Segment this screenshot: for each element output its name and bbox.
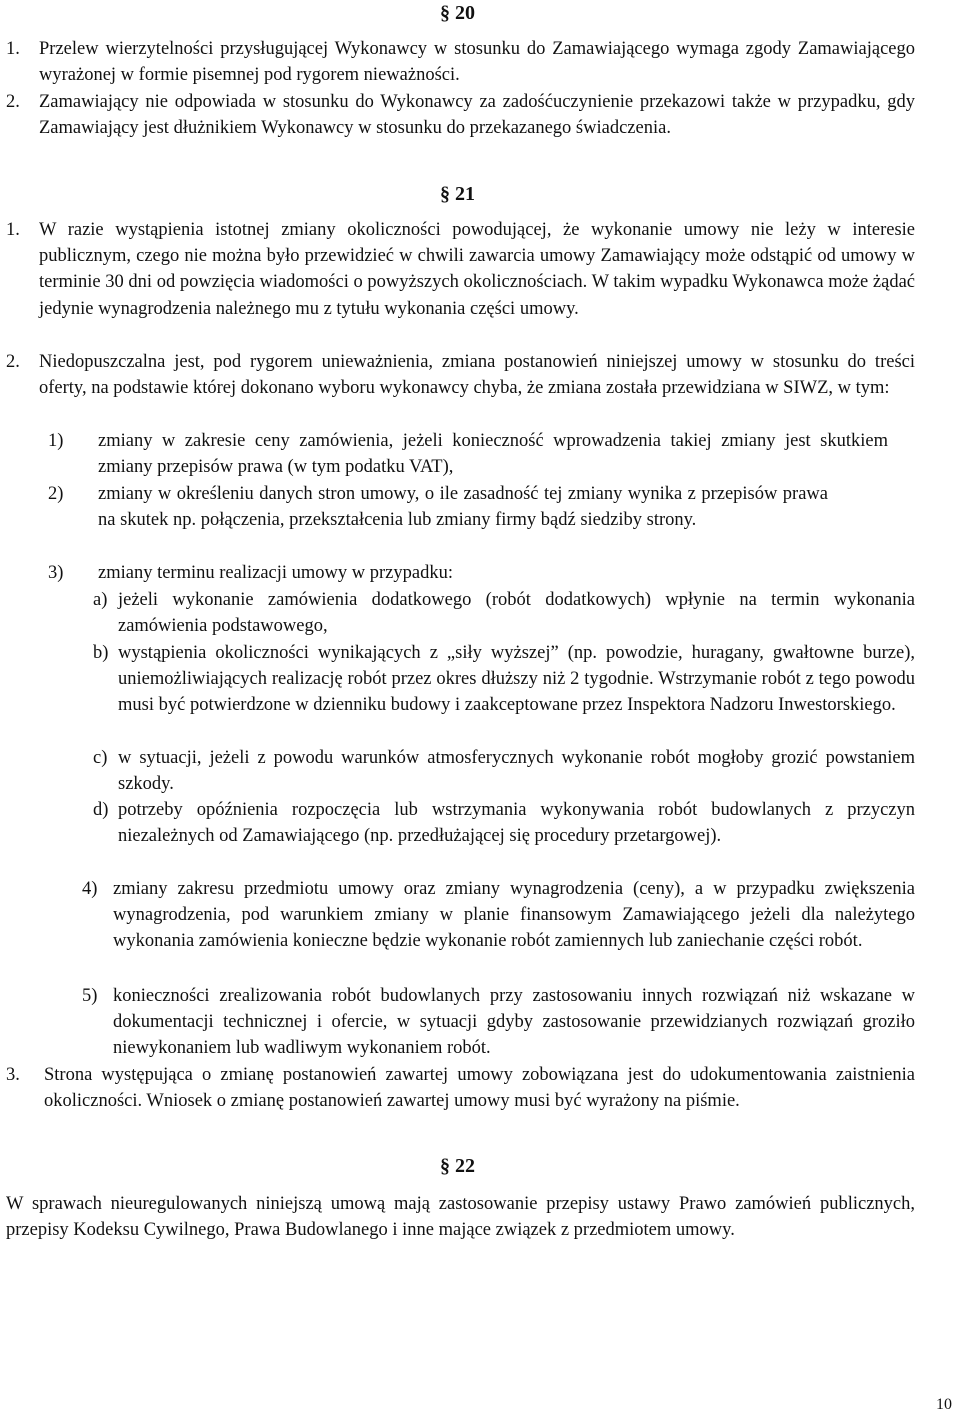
list-item-text: jeżeli wykonanie zamówienia dodatkowego (robót dodatkowych) wpłynie na termin wykonania zamówienia podstawowego, <box>118 590 915 637</box>
list-number: 2) <box>48 484 64 504</box>
item-number: 2. <box>6 92 20 112</box>
paragraph-text: W razie wystąpienia istotnej zmiany okoliczności powodującej, że wykonanie umowy nie leży w interesie publicznym, czego nie można było przewidzieć w chwili zawarcia umowy Zamawiający może odstąpić od umowy w terminie 30 dni od powzięcia wiadomości o powyższych okolicznościach. W takim wypadku Wykonawca może żądać jedynie wynagrodzenia należnego mu z tytułu wykonania części umowy. <box>39 220 915 319</box>
list-letter: d) <box>93 800 109 820</box>
list-number: 4) <box>82 879 98 899</box>
list-item-text: w sytuacji, jeżeli z powodu warunków atmosferycznych wykonanie robót mogłoby grozić powstaniem szkody. <box>118 748 915 795</box>
paragraph-text: Strona występująca o zmianę postanowień zawartej umowy zobowiązana jest do udokumentowania zaistnienia okoliczności. Wniosek o zmianę postanowień zawartej umowy musi być wyrażony na piśmie. <box>44 1065 915 1112</box>
item-number: 1. <box>6 220 20 240</box>
paragraph-text: Zamawiający nie odpowiada w stosunku do Wykonawcy za zadośćuczynienie przekazowi także w przypadku, gdy Zamawiający jest dłużnikiem Wykonawcy w stosunku do przekazanego świadczenia. <box>39 92 915 139</box>
item-number: 3. <box>6 1065 20 1085</box>
list-item-text: zmiany zakresu przedmiotu umowy oraz zmiany wynagrodzenia (ceny), a w przypadku zwiększenia wynagrodzenia, pod warunkiem zmiany w planie finansowym Zamawiającego jeżeli dla należytego wykonania zamówienia konieczne będzie wykonanie robót zamiennych lub zaniechanie części robót. <box>113 879 915 952</box>
list-item-text: potrzeby opóźnienia rozpoczęcia lub wstrzymania wykonywania robót budowlanych z przyczyn niezależnych od Zamawiającego (np. przedłużającej się procedury przetargowej). <box>118 800 915 847</box>
paragraph-text: W sprawach nieuregulowanych niniejszą umową mają zastosowanie przepisy ustawy Prawo zamówień publicznych, przepisy Kodeksu Cywilnego, Prawa Budowlanego i inne mające związek z przedmiotem umowy. <box>6 1194 915 1241</box>
page-number: 10 <box>936 1396 952 1413</box>
item-number: 2. <box>6 352 20 372</box>
item-number: 1. <box>6 39 20 59</box>
list-letter: b) <box>93 643 109 663</box>
list-number: 3) <box>48 563 64 583</box>
section-heading-20: § 20 <box>440 2 475 24</box>
paragraph-text: Przelew wierzytelności przysługującej Wykonawcy w stosunku do Zamawiającego wymaga zgody Zamawiającego wyrażonej w formie pisemnej pod rygorem nieważności. <box>39 39 915 86</box>
list-letter: a) <box>93 590 108 610</box>
list-item-text: zmiany w określeniu danych stron umowy, o ile zasadność tej zmiany wynika z przepisów prawa na skutek np. połączenia, przekształcenia lub zmiany firmy bądź siedziby strony. <box>98 484 828 531</box>
list-item-text: zmiany w zakresie ceny zamówienia, jeżeli konieczność wprowadzenia takiej zmiany jest skutkiem zmiany przepisów prawa (w tym podatku VAT), <box>98 431 888 478</box>
section-heading-21: § 21 <box>440 183 475 205</box>
list-item-text: konieczności zrealizowania robót budowlanych przy zastosowaniu innych rozwiązań niż wskazane w dokumentacji technicznej i ofercie, w sytuacji gdyby zastosowanie przewidzianych rozwiązań groziło niewykonaniem lub wadliwym wykonaniem robót. <box>113 986 915 1059</box>
list-number: 1) <box>48 431 64 451</box>
paragraph-text: Niedopuszczalna jest, pod rygorem unieważnienia, zmiana postanowień niniejszej umowy w stosunku do treści oferty, na podstawie której dokonano wyboru wykonawcy chyba, że zmiana została przewidziana w SIWZ, w tym: <box>39 352 915 399</box>
list-letter: c) <box>93 748 108 768</box>
list-item-text: zmiany terminu realizacji umowy w przypadku: <box>98 563 453 583</box>
list-item-text: wystąpienia okoliczności wynikających z „siły wyższej” (np. powodzie, huragany, gwałtowne burze), uniemożliwiających realizację robót przez okres dłuższy niż 2 tygodnie. Wstrzymanie robót z tego powodu musi być potwierdzone w dzienniku budowy i zaakceptowane przez Inspektora Nadzoru Inwestorskiego. <box>118 643 915 716</box>
section-heading-22: § 22 <box>440 1155 475 1177</box>
list-number: 5) <box>82 986 98 1006</box>
